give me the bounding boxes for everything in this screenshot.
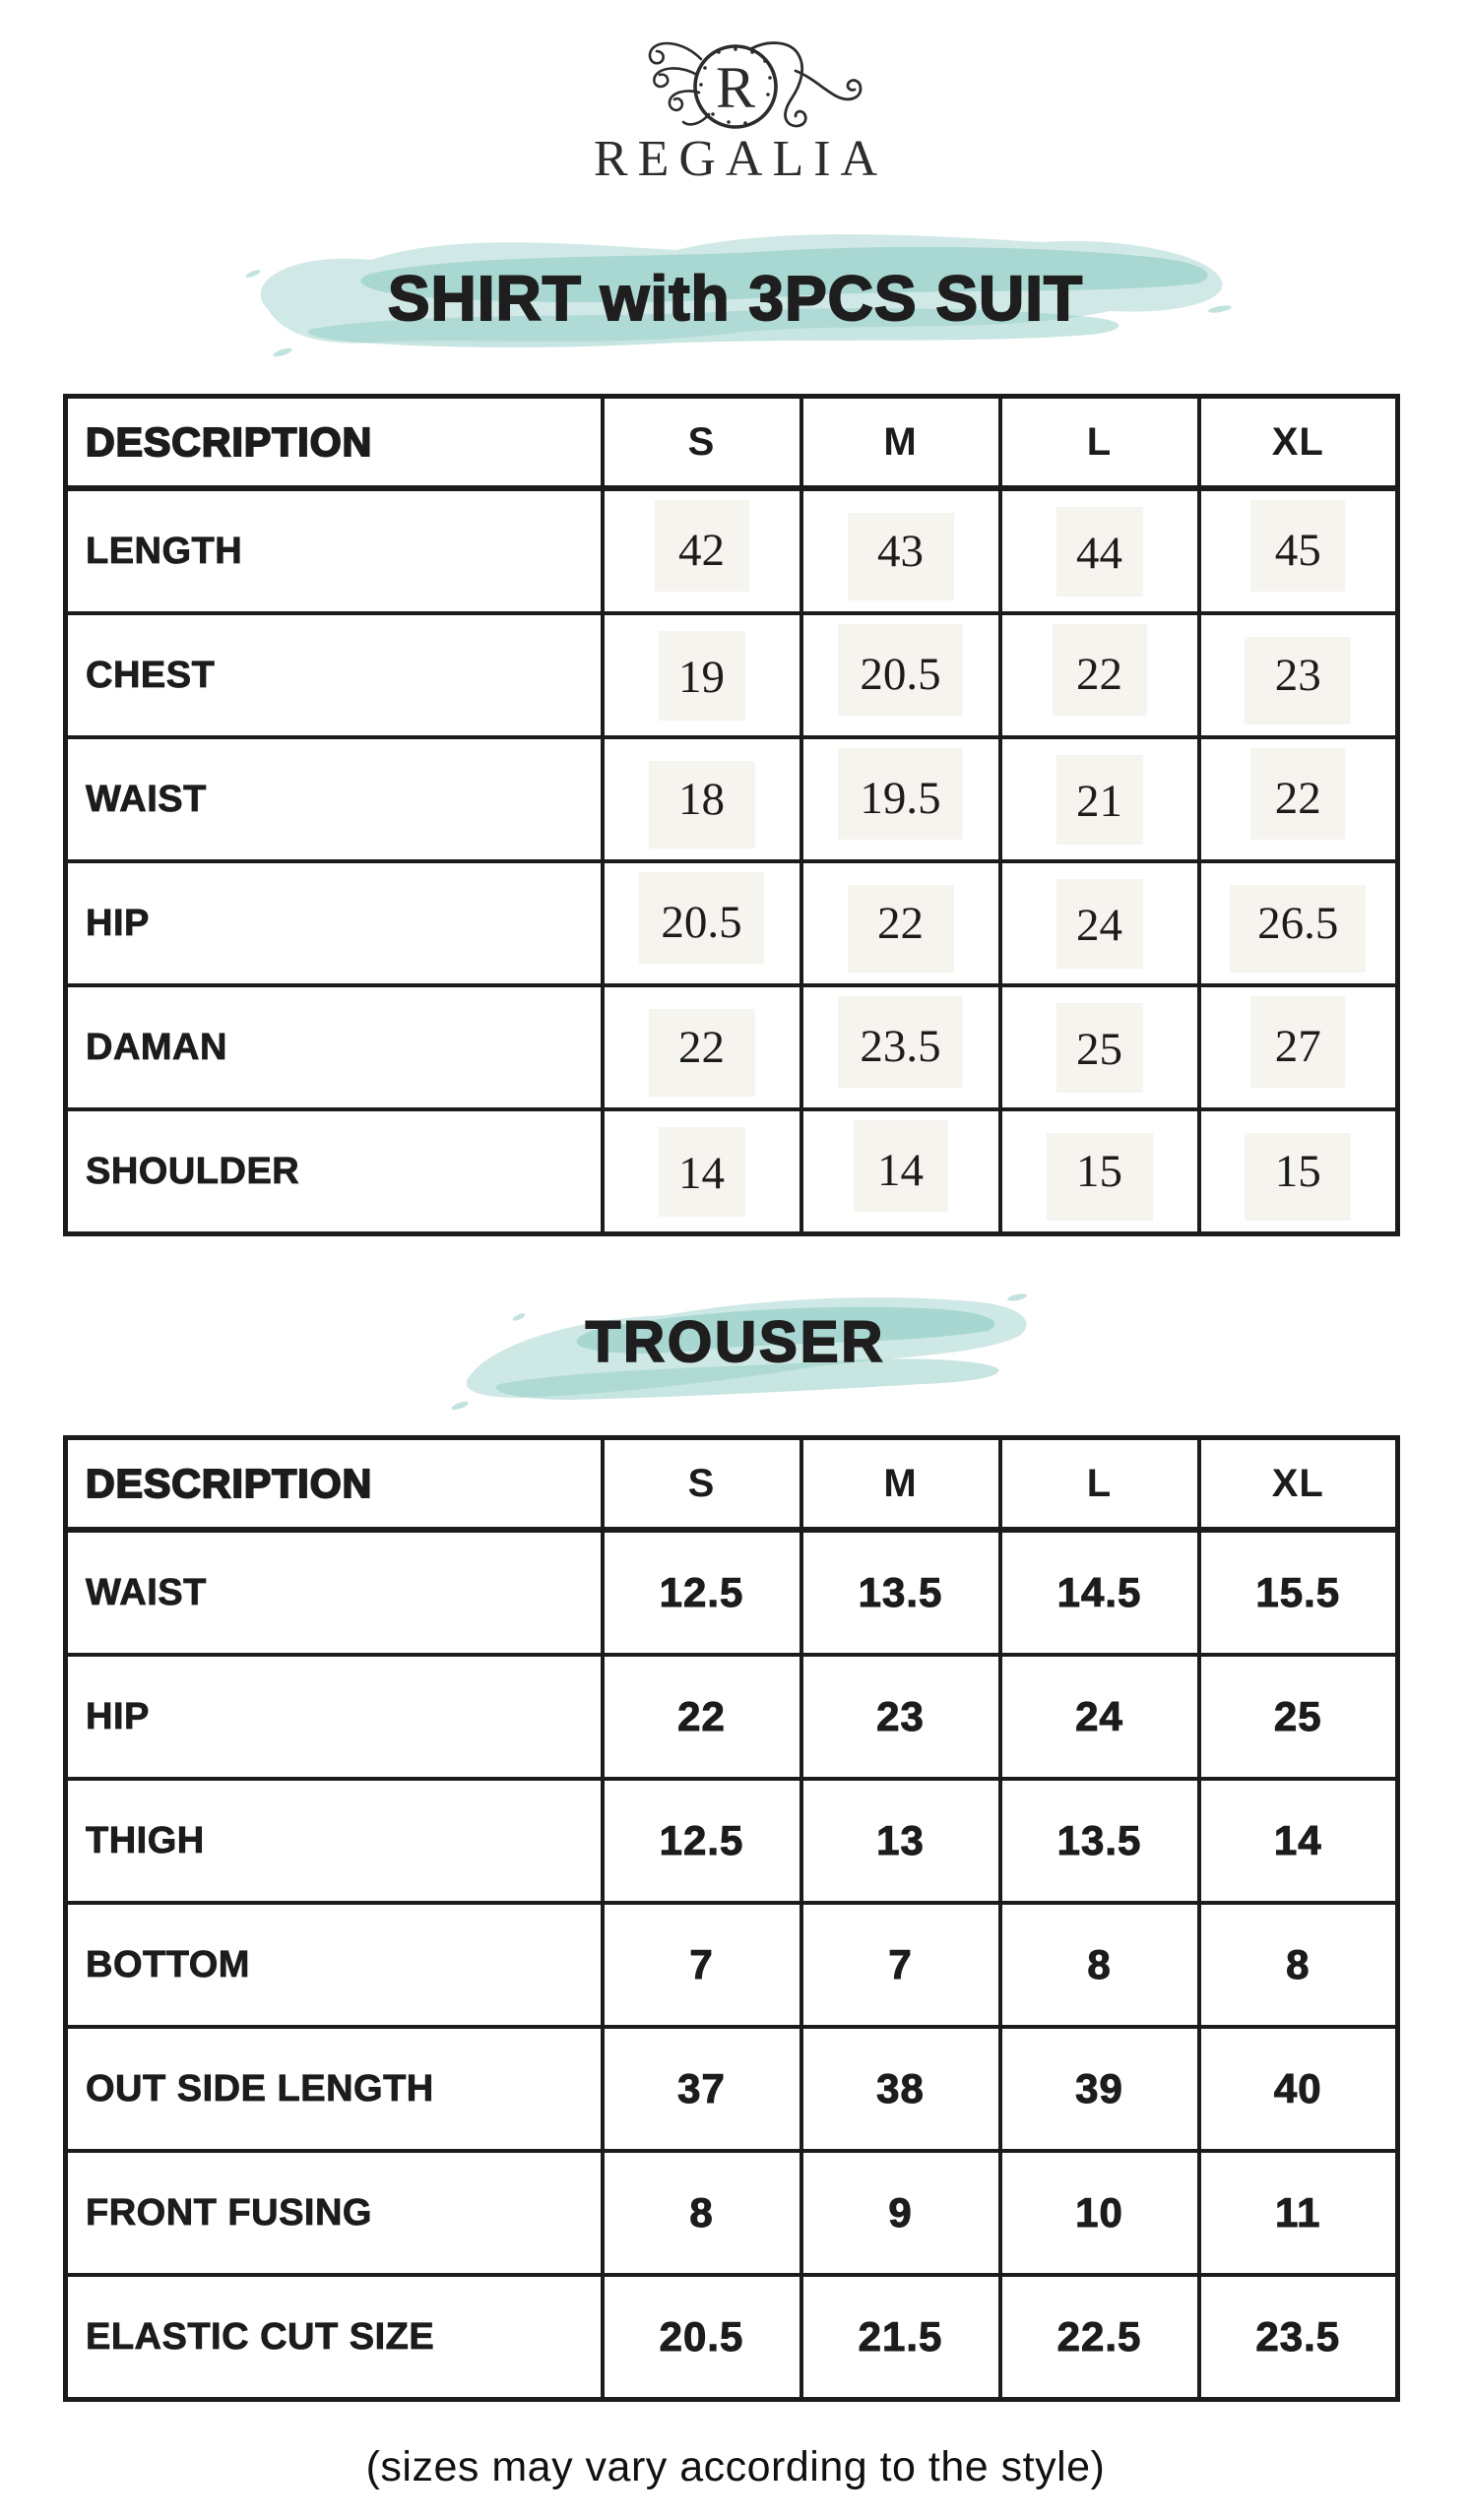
column-header-s: S (603, 397, 801, 489)
trouser-size-table (63, 1435, 1396, 2402)
column-header-m: M (801, 397, 1000, 489)
size-cell: 9 (801, 2151, 1000, 2275)
size-cell: 24 (1000, 1655, 1199, 1779)
row-label: WAIST (66, 1530, 603, 1655)
size-cell: 8 (603, 2151, 801, 2275)
row-label: THIGH (66, 1779, 603, 1903)
trouser-section-title (0, 1258, 1471, 1427)
size-cell: 22 (1000, 613, 1199, 737)
size-cell: 39 (1000, 2027, 1199, 2151)
row-label: BOTTOM (66, 1903, 603, 2027)
size-cell: 22 (603, 1655, 801, 1779)
column-header-description: DESCRIPTION (66, 397, 603, 489)
table-row-waist (66, 737, 1398, 861)
size-cell: 20.5 (603, 861, 801, 985)
table-row-outside-length (66, 2027, 1398, 2151)
size-cell: 10 (1000, 2151, 1199, 2275)
size-cell: 26.5 (1199, 861, 1398, 985)
table-row-hip (66, 1655, 1398, 1779)
trouser-table-title: TROUSER (585, 1310, 886, 1374)
table-row-length (66, 488, 1398, 613)
size-cell: 14.5 (1000, 1530, 1199, 1655)
table-row-front-fusing (66, 2151, 1398, 2275)
row-label: ELASTIC CUT SIZE (66, 2275, 603, 2400)
size-cell: 15 (1000, 1109, 1199, 1234)
column-header-l: L (1000, 1438, 1199, 1531)
table-row-elastic-cut-size (66, 2275, 1398, 2400)
table-row-daman (66, 985, 1398, 1109)
size-cell: 19 (603, 613, 801, 737)
size-cell: 25 (1000, 985, 1199, 1109)
size-cell: 23.5 (1199, 2275, 1398, 2400)
row-label: OUT SIDE LENGTH (66, 2027, 603, 2151)
size-cell: 21.5 (801, 2275, 1000, 2400)
size-cell: 18 (603, 737, 801, 861)
size-cell: 13 (801, 1779, 1000, 1903)
size-cell: 11 (1199, 2151, 1398, 2275)
shirt-size-table (63, 394, 1396, 1236)
column-header-l: L (1000, 397, 1199, 489)
size-cell: 22 (603, 985, 801, 1109)
row-label: WAIST (66, 737, 603, 861)
size-cell: 21 (1000, 737, 1199, 861)
table-row-thigh (66, 1779, 1398, 1903)
size-cell: 12.5 (603, 1530, 801, 1655)
row-label: LENGTH (66, 488, 603, 613)
size-cell: 22.5 (1000, 2275, 1199, 2400)
column-header-description: DESCRIPTION (66, 1438, 603, 1531)
size-cell: 43 (801, 488, 1000, 613)
row-label: DAMAN (66, 985, 603, 1109)
shirt-table-title: SHIRT with 3PCS SUIT (387, 263, 1084, 334)
column-header-xl: XL (1199, 1438, 1398, 1531)
size-cell: 27 (1199, 985, 1398, 1109)
regalia-logo (0, 35, 1471, 188)
size-cell: 23 (801, 1655, 1000, 1779)
size-cell: 24 (1000, 861, 1199, 985)
size-cell: 20.5 (603, 2275, 801, 2400)
column-header-m: M (801, 1438, 1000, 1531)
size-cell: 14 (603, 1109, 801, 1234)
table-row-chest (66, 613, 1398, 737)
row-label: HIP (66, 1655, 603, 1779)
size-cell: 13.5 (801, 1530, 1000, 1655)
brand-wordmark: REGALIA (593, 131, 888, 187)
size-cell: 23 (1199, 613, 1398, 737)
table-row-hip (66, 861, 1398, 985)
shirt-header-row (66, 397, 1398, 489)
size-cell: 7 (603, 1903, 801, 2027)
size-cell: 38 (801, 2027, 1000, 2151)
size-cell: 20.5 (801, 613, 1000, 737)
size-cell: 19.5 (801, 737, 1000, 861)
table-row-bottom (66, 1903, 1398, 2027)
size-cell: 22 (801, 861, 1000, 985)
shirt-section-title (0, 215, 1471, 382)
svg-text:R: R (715, 55, 756, 120)
size-cell: 12.5 (603, 1779, 801, 1903)
size-cell: 45 (1199, 488, 1398, 613)
size-cell: 8 (1199, 1903, 1398, 2027)
trouser-header-row (66, 1438, 1398, 1531)
size-cell: 15.5 (1199, 1530, 1398, 1655)
size-cell: 15 (1199, 1109, 1398, 1234)
size-disclaimer-note: (sizes may vary according to the style) (365, 2443, 1106, 2490)
table-row-shoulder (66, 1109, 1398, 1234)
size-cell: 14 (801, 1109, 1000, 1234)
size-cell: 44 (1000, 488, 1199, 613)
column-header-xl: XL (1199, 397, 1398, 489)
size-cell: 25 (1199, 1655, 1398, 1779)
size-cell: 13.5 (1000, 1779, 1199, 1903)
row-label: HIP (66, 861, 603, 985)
row-label: FRONT FUSING (66, 2151, 603, 2275)
column-header-s: S (603, 1438, 801, 1531)
size-cell: 37 (603, 2027, 801, 2151)
size-cell: 40 (1199, 2027, 1398, 2151)
size-cell: 42 (603, 488, 801, 613)
size-cell: 14 (1199, 1779, 1398, 1903)
regalia-monogram-icon (603, 35, 868, 138)
row-label: CHEST (66, 613, 603, 737)
size-cell: 22 (1199, 737, 1398, 861)
table-row-waist (66, 1530, 1398, 1655)
size-cell: 23.5 (801, 985, 1000, 1109)
size-cell: 7 (801, 1903, 1000, 2027)
row-label: SHOULDER (66, 1109, 603, 1234)
size-cell: 8 (1000, 1903, 1199, 2027)
